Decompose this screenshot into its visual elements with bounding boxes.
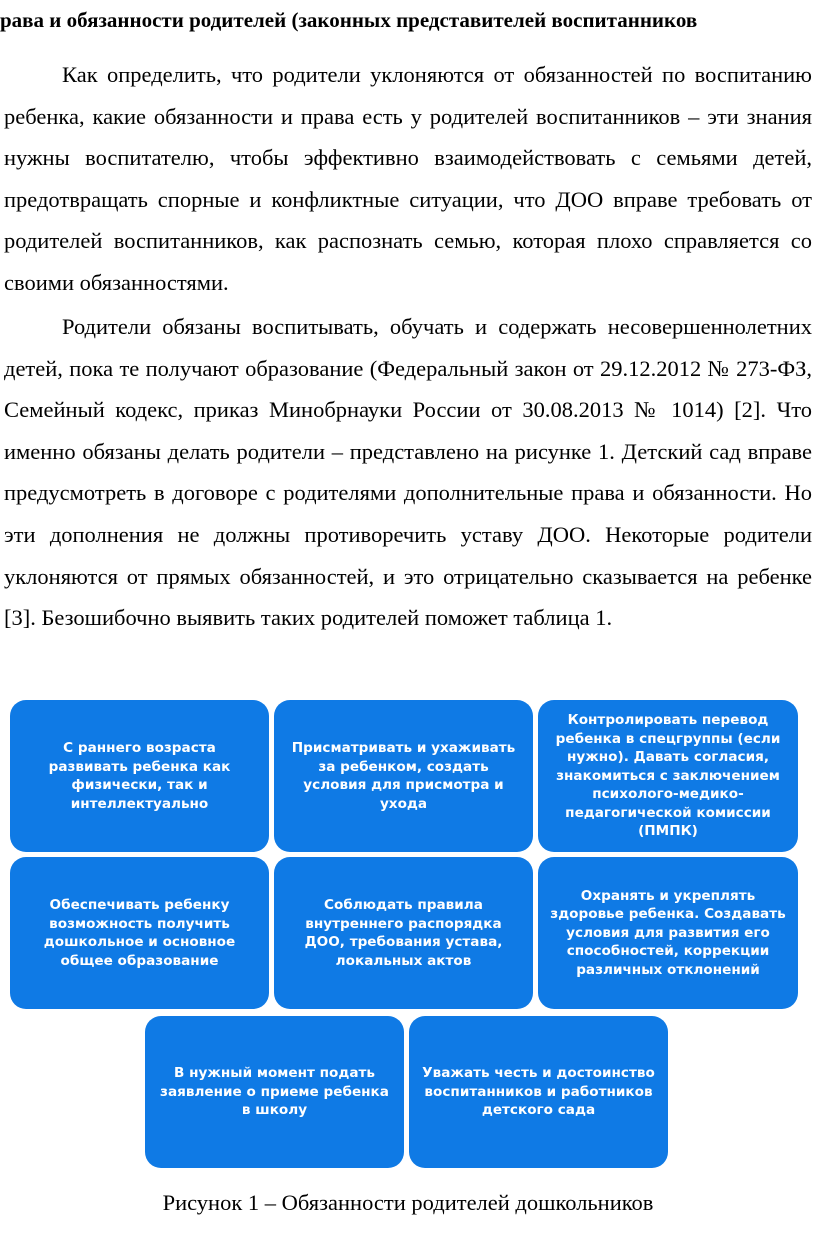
duty-box-follow-rules bbox=[274, 857, 533, 1009]
duty-box-text: Охранять и укреплять здоровье ребенка. Создавать условия для развития его способностей, коррекции различных отклонений bbox=[550, 887, 786, 978]
duty-box-respect bbox=[409, 1016, 668, 1168]
duty-box-text: С раннего возраста развивать ребенка как физически, так и интеллектуально bbox=[48, 740, 231, 812]
duty-box-text: Присматривать и ухаживать за ребенком, создать условия для присмотра и ухода bbox=[291, 740, 516, 812]
paragraph-2: Родители обязаны воспитывать, обучать и содержать несовершеннолетних детей, пока те получают образование (Федеральный закон от 29.12.2012 № 273-ФЗ, Семейный кодекс, приказ Минобрнауки России от 30.08.2013 № 1014) [2]. Что именно обязаны делать родители – представлено на рисунке 1. Детский сад вправе предусмотреть в договоре с родителями дополнительные права и обязанности. Но эти дополнения не должны противоречить уставу ДОО. Некоторые родители уклоняются от прямых обязанностей, и это отрицательно сказывается на ребенке [3]. Безошибочно выявить таких родителей поможет таблица 1. bbox=[4, 314, 812, 631]
duty-box-education bbox=[10, 857, 269, 1009]
duty-box-school-application bbox=[145, 1016, 404, 1168]
duty-box-health bbox=[538, 857, 798, 1009]
duty-box-text: Обеспечивать ребенку возможность получить дошкольное и основное общее образование bbox=[43, 897, 236, 969]
duty-box-text: В нужный момент подать заявление о приеме ребенка в школу bbox=[160, 1065, 389, 1119]
duty-box-text: Уважать честь и достоинство воспитанников и работников детского сада bbox=[422, 1065, 655, 1119]
duty-box-text: Контролировать перевод ребенка в спецгруппы (если нужно). Давать согласия, знакомиться с заключением психолого-медико-педагогической комиссии (ПМПК) bbox=[555, 712, 781, 840]
section-heading: рава и обязанности родителей (законных представителей воспитанников bbox=[0, 8, 698, 32]
duty-box-text: Соблюдать правила внутреннего распорядка ДОО, требования устава, локальных актов bbox=[304, 897, 503, 969]
duty-box-control-transfer bbox=[538, 700, 798, 852]
duty-box-develop-child bbox=[10, 700, 269, 852]
paragraph-1: Как определить, что родители уклоняются от обязанностей по воспитанию ребенка, какие обязанности и права есть у родителей воспитанников – эти знания нужны воспитателю, чтобы эффективно взаимодействовать с семьями детей, предотвращать спорные и конфликтные ситуации, что ДОО вправе требовать от родителей воспитанников, как распознать семью, которая плохо справляется со своими обязанностями. bbox=[4, 62, 812, 295]
duty-box-supervise-care bbox=[274, 700, 533, 852]
figure-caption: Рисунок 1 – Обязанности родителей дошкольников bbox=[162, 1190, 654, 1215]
